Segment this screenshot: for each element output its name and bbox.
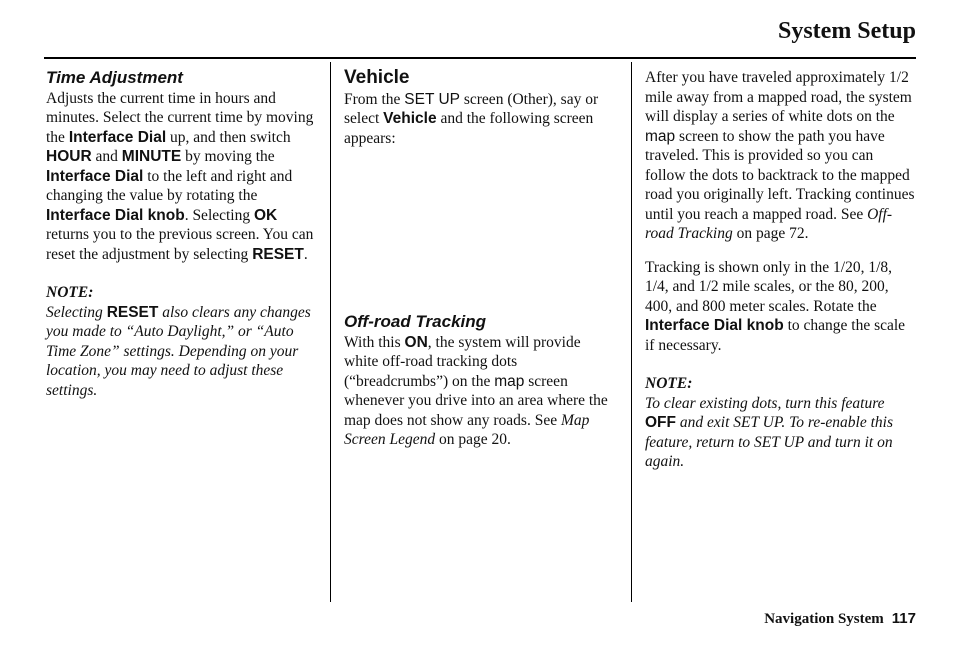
off-road-tracking-heading: Off-road Tracking (344, 312, 487, 331)
page-footer (764, 610, 916, 628)
tracking-paragraph-2: Tracking is shown only in the 1/20, 1/8, 1/4, and 1/2 mile scales, or the 80, 200, 400, and 800 meter scales. Rotate the Interface Dial knob to change the scale if necessary. (645, 258, 906, 354)
header-rule (44, 57, 916, 59)
page-number: 117 (891, 610, 916, 627)
page-title: System Setup (777, 18, 916, 44)
time-adjustment-heading: Time Adjustment (46, 68, 183, 87)
column-divider-2 (631, 62, 632, 602)
column-tracking (645, 68, 917, 486)
screen-image-placeholder (344, 162, 614, 312)
column-divider-1 (330, 62, 331, 602)
tracking-paragraph-1: After you have traveled approximately 1/2 mile away from a mapped road, the system will display a series of white dots on the map screen to show the path you have traveled. This is provided so you can follow the dots to backtrack to the mapped road you originally left. Tracking continues until you reach a mapped road. See Off-road Tracking on page 72. (645, 69, 915, 242)
time-adjustment-note: NOTE: Selecting RESET also clears any changes you made to “Auto Daylight,” or “Auto Time Zone” settings. Depending on your location, you may need to adjust these settings. (46, 284, 311, 399)
tracking-note: NOTE: To clear existing dots, turn this feature OFF and exit SET UP. To re-enable this feature, return to SET UP and turn it on again. (645, 375, 893, 470)
vehicle-heading: Vehicle (344, 67, 410, 88)
column-vehicle (344, 68, 614, 464)
time-adjustment-paragraph: Adjusts the current time in hours and minutes. Select the current time by moving the Interface Dial up, and then switch HOUR and MINUTE by moving the Interface Dial to the left and right and changing the value by rotating the Interface Dial knob. Selecting OK returns you to the previous screen. You can reset the adjustment by selecting RESET. (46, 89, 314, 263)
vehicle-paragraph: From the SET UP screen (Other), say or select Vehicle and the following screen appears: (344, 90, 599, 147)
off-road-tracking-paragraph: With this ON, the system will provide white off-road tracking dots (“breadcrumbs”) on the map screen whenever you drive into an area where the map does not show any roads. See Map Screen Legend on page 20. (344, 333, 608, 448)
footer-label: Navigation System (764, 611, 884, 627)
column-time-adjustment (46, 68, 314, 414)
